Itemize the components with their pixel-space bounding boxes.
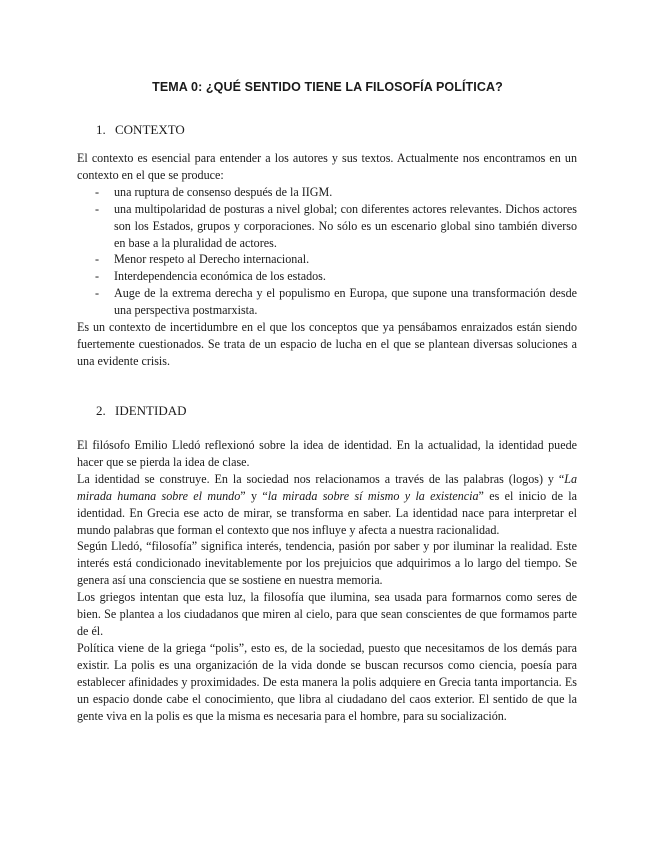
section-number: 1.	[96, 122, 106, 137]
list-item	[77, 251, 577, 268]
section-heading-contexto	[96, 122, 185, 138]
document-title: TEMA 0: ¿QUÉ SENTIDO TIENE LA FILOSOFÍA POLÍTICA?	[152, 80, 503, 94]
section-heading-text: IDENTIDAD	[115, 403, 187, 418]
text-run: ” es el inicio de la identidad. En Grecia ese acto de mirar, se transforma en saber. La identidad nace para interpretar el mundo palabras que forman el contexto que nos influye y afecta a nuestra racionalidad.	[77, 488, 577, 537]
list-item-text: Interdependencia económica de los estados.	[114, 269, 326, 284]
paragraph: El filósofo Emilio Lledó reflexionó sobre la idea de identidad. En la actualidad, la identidad puede hacer que se pierda la idea de clase.	[77, 438, 577, 469]
list-item-text: Menor respeto al Derecho internacional.	[114, 252, 310, 267]
section-heading-identidad	[96, 403, 186, 419]
list-item-text: Auge de la extrema derecha y el populismo en Europa, que supone una transformación desde una perspectiva postmarxista.	[114, 286, 577, 318]
paragraph	[77, 471, 577, 539]
bullet-dash: -	[95, 252, 100, 267]
section-heading-text: CONTEXTO	[115, 122, 185, 137]
bullet-dash: -	[95, 269, 100, 284]
list-item	[77, 201, 577, 252]
paragraph: Los griegos intentan que esta luz, la filosofía que ilumina, sea usada para formarnos como seres de bien. Se plantea a los ciudadanos que miren al cielo, para que sean conscientes de que formamos parte de él.	[77, 590, 577, 638]
text-run: ” y “	[240, 488, 268, 503]
section-body-contexto	[77, 150, 577, 370]
list-item	[77, 285, 577, 319]
list-item-text: una ruptura de consenso después de la IIGM.	[114, 184, 333, 199]
section-number: 2.	[96, 403, 106, 418]
paragraph: El contexto es esencial para entender a los autores y sus textos. Actualmente nos encontramos en un contexto en el que se produce:	[77, 151, 577, 182]
bullet-list	[77, 184, 577, 319]
bullet-dash: -	[95, 201, 100, 216]
italic-quote: La mirada humana sobre el mundo	[77, 471, 577, 503]
list-item-text: una multipolaridad de posturas a nivel global; con diferentes actores relevantes. Dichos actores son los Estados, grupos y corporaciones. No sólo es un escenario global sino también diverso en base a la pluralidad de actores.	[114, 201, 577, 250]
italic-quote: la mirada sobre sí mismo y la existencia	[267, 488, 479, 503]
list-item	[77, 184, 577, 201]
paragraph: Es un contexto de incertidumbre en el que los conceptos que ya pensábamos enraizados están siendo fuertemente cuestionados. Se trata de un espacio de lucha en el que se plantean diversas soluciones a una evidente crisis.	[77, 320, 577, 368]
paragraph: Política viene de la griega “polis”, esto es, de la sociedad, puesto que necesitamos de los demás para existir. La polis es una organización de la vida donde se buscan recursos como ciencia, poesía para establecer afinidades y proximidades. De esta manera la polis adquiere en Grecia tanta importancia. Es un espacio donde cabe el conocimiento, que libra al ciudadano del caos exterior. El sentido de que la gente viva en la polis es que la misma es necesaria para el hombre, para su socialización.	[77, 640, 577, 723]
bullet-dash: -	[95, 286, 100, 301]
bullet-dash: -	[95, 184, 100, 199]
paragraph: Según Lledó, “filosofía” significa interés, tendencia, pasión por saber y por iluminar la realidad. Este interés está condicionado inevitablemente por los prejuicios que adquirimos a lo largo del tiempo. Se genera así una consciencia que se sostiene en nuestra memoria.	[77, 539, 577, 588]
list-item	[77, 268, 577, 285]
text-run: La identidad se construye. En la sociedad nos relacionamos a través de las palabras (logos) y “	[77, 471, 565, 486]
section-body-identidad	[77, 437, 577, 724]
